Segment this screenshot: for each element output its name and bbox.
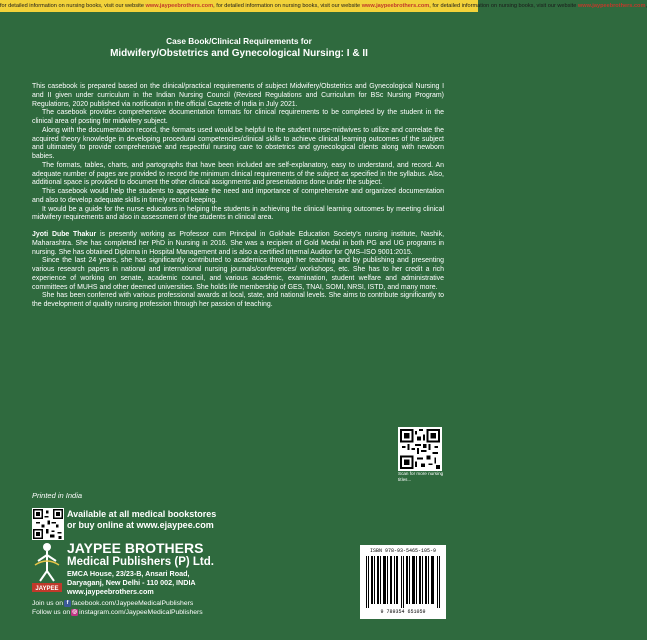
instagram-icon[interactable]: ◎ [72,609,78,615]
barcode-bars [366,556,440,608]
blurb-paragraph: This casebook is prepared based on the clinical/practical requirements of subject Midwifery/Obstetrics and Gynecological Nursing I and II given under curriculum in the Indian Nursing Council (Revised Regulations and Curriculum for BSc Nursing Program) Regulations, 2020 published via notification in the official Gazette of India in July 2021. [32,83,444,108]
facebook-link[interactable]: facebook.com/JaypeeMedicalPublishers [71,600,194,607]
author-paragraph: Since the last 24 years, she has significantly contributed to academics through her teaching and by publishing and presenting various research papers in national and international nursing journals/conferences/ workshops, etc. She has to her credit a rich experience of working on senate, academic council, and various academic, examination, student welfare and administrative committees of MUHS and other deemed universities. She holds life membership of GES, TNAI, SOMI, NRSI, ISTD, and many more. [32,257,444,291]
blurb-paragraph: It would be a guide for the nurse educators in helping the students in achieving the clinical learning outcomes by meeting clinical midwifery requirements and also in assessment of the students in clinical area. [32,205,444,222]
author-bio: Jyoti Dube Thakur is presently working as Professor cum Principal in Gokhale Education Society’s nursing institute, Nashik, Maharashtra. She has completed her PhD in Nursing in 2016. She was a recipient of Gold Medal in both PG and UG programs in nursing. She has obtained Diploma in Hospital Management and is also a certified Internal Auditor for QMS–ISO 9001:2015. [32,231,444,256]
printed-in-india: Printed in India [32,491,83,500]
blurb [32,83,444,310]
qr-code-icon[interactable] [32,508,64,540]
logo-wordmark: JAYPEE [35,586,59,592]
qr-caption: Scan for more nursing titles... [398,471,444,482]
availability-line-1: Available at all medical bookstores [67,509,217,519]
barcode-number: 9 789354 651059 [380,609,426,615]
blurb-paragraph: The casebook provides comprehensive documentation formats for clinical requirements to be completed by the student in the clinical area of posting for midwifery subject. [32,109,444,125]
social-links: Join us on f facebook.com/JaypeeMedicalPublishers Follow us on ◎ instagram.com/JaypeeMedicalPublishers [32,600,203,616]
publisher-info [67,541,214,596]
publisher-address-2: Daryaganj, New Delhi - 110 002, INDIA [67,578,196,587]
book-title [0,36,478,60]
blurb-paragraph: This casebook would help the students to appreciate the need and importance of comprehensive and organized documentation and also to develop adequate skills in timely record keeping. [32,188,444,204]
blurb-paragraph: Along with the documentation record, the formats used would be helpful to the student nurse-midwives to utilize and correlate the acquired theory knowledge in developing procedural competencies/clinical skills to achieve clinical learning outcomes of the subject and ultimately to provide comprehensive and respectful nursing care to obstetrics and gynecological clients along with newborn babies. [32,126,444,160]
publisher-subname: Medical Publishers (P) Ltd. [67,556,214,568]
publisher-name: JAYPEE BROTHERS [67,540,204,556]
author-name: Jyoti Dube Thakur [32,231,97,238]
availability-line-2[interactable]: or buy online at www.ejaypee.com [67,520,214,530]
publisher-address-1: EMCA House, 23/23-B, Ansari Road, [67,569,190,578]
jaypee-logo-icon [32,541,62,593]
qr-code-icon[interactable] [398,427,442,471]
blurb-paragraph: The formats, tables, charts, and partographs that have been included are self-explanatory, easy to understand, and record. An adequate number of pages are provided to record the minimum clinical requirements of the subject as specified in the syllabus. Also, additional space is provided to document the other clinical assignments and presentations done under the subject. [32,161,444,187]
instagram-link[interactable]: instagram.com/JaypeeMedicalPublishers [79,609,203,616]
author-paragraph: She has been conferred with various professional awards at local, state, and national levels. She aims to contribute significantly to the development of quality nursing profession through her passion of teaching. [32,292,444,308]
title-line-1: Case Book/Clinical Requirements for [166,36,312,46]
website-banner: for detailed information on nursing books, visit our website www.jaypeebrothers.com, for detailed information on nursing books, visit our website www.jaypeebrothers.com, for detailed information on nursing books, visit our website www.jaypeebrothers.com, [0,0,478,12]
availability [67,509,216,531]
barcode [360,545,446,619]
title-line-2: Midwifery/Obstetrics and Gynecological Nursing: I & II [110,48,368,59]
isbn-number: ISBN 978-93-5465-105-9 [369,548,436,554]
publisher-website[interactable]: www.jaypeebrothers.com [67,587,154,596]
facebook-icon[interactable]: f [64,600,71,607]
